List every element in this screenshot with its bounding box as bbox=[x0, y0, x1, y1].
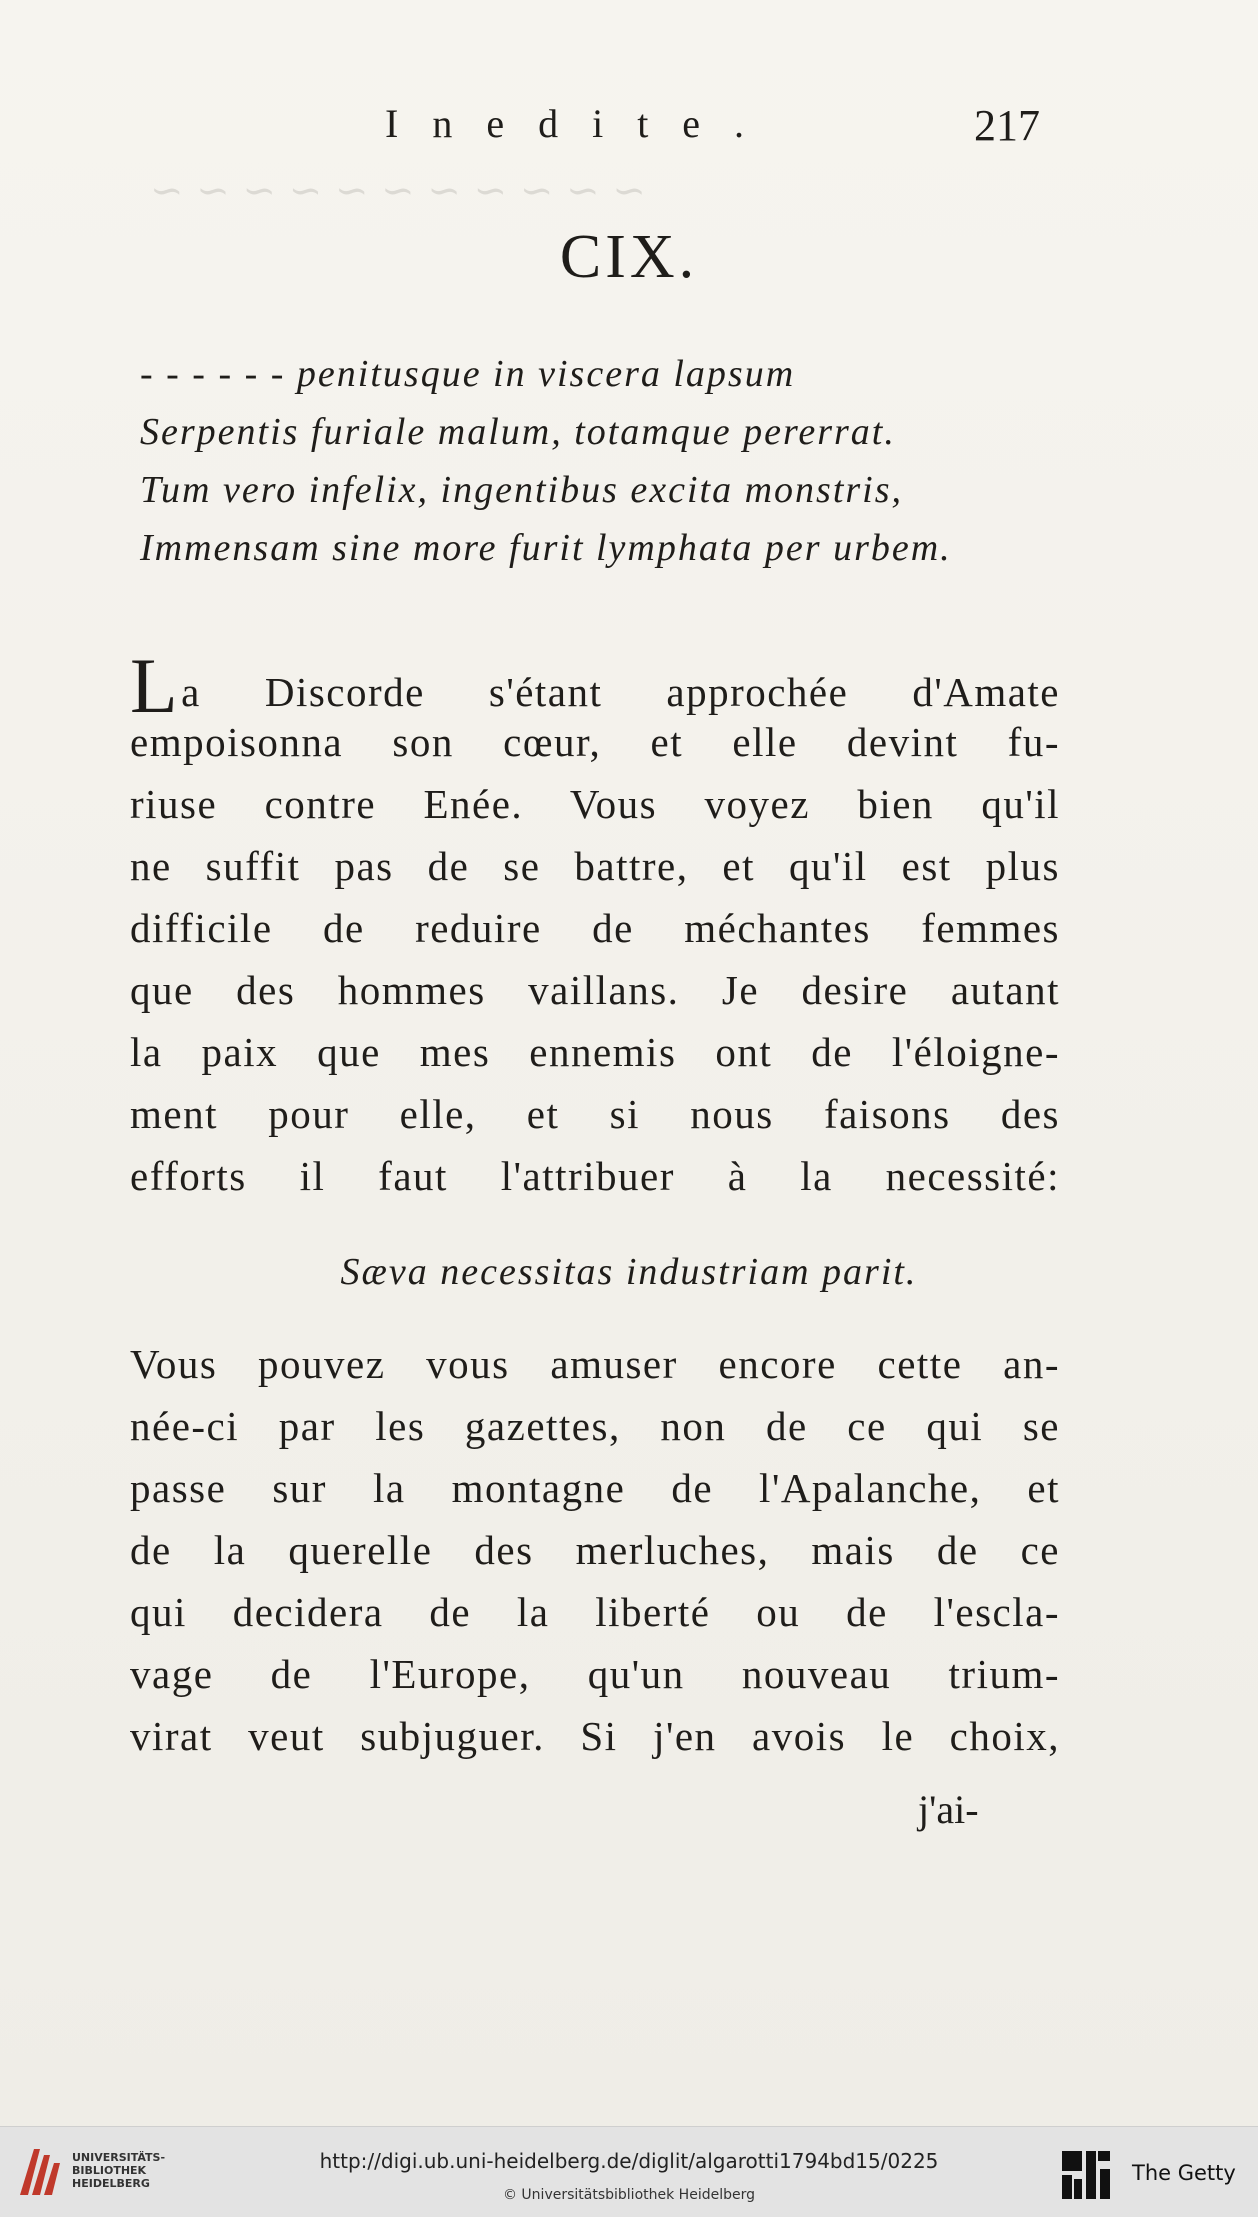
prose-line: Vous pouvez vous amuser encore cette an- bbox=[130, 1341, 1060, 1387]
prose-line: de la querelle des merluches, mais de ce bbox=[130, 1527, 1060, 1573]
library-name-line: BIBLIOTHEK bbox=[72, 2164, 147, 2177]
library-name-line: HEIDELBERG bbox=[72, 2177, 150, 2190]
verse-line: Serpentis furiale malum, totamque pererrat. bbox=[140, 411, 896, 453]
prose-line: virat veut subjuguer. Si j'en avois le choix, bbox=[130, 1713, 1060, 1759]
verse-line: Immensam sine more furit lymphata per urbem. bbox=[140, 527, 952, 569]
getty-logo-icon[interactable] bbox=[1060, 2149, 1112, 2201]
prose-line: passe sur la montagne de l'Apalanche, et bbox=[130, 1465, 1060, 1511]
prose-line: la paix que mes ennemis ont de l'éloigne- bbox=[130, 1029, 1060, 1075]
permalink-url[interactable]: http://digi.ub.uni-heidelberg.de/diglit/algarotti1794bd15/0225 bbox=[319, 2149, 939, 2173]
prose-line: née-ci par les gazettes, non de ce qui se bbox=[130, 1403, 1060, 1449]
prose-line bbox=[130, 642, 1060, 729]
prose-line: qui decidera de la liberté ou de l'escla- bbox=[130, 1589, 1060, 1635]
prose-line: empoisonna son cœur, et elle devint fu- bbox=[130, 719, 1060, 765]
drop-cap: L bbox=[130, 642, 180, 729]
footer-bar bbox=[0, 2126, 1258, 2217]
prose-line: riuse contre Enée. Vous voyez bien qu'il bbox=[130, 781, 1060, 827]
prose-line: efforts il faut l'attribuer à la necessité: bbox=[130, 1153, 1060, 1199]
chapter-heading: CIX. bbox=[559, 223, 699, 291]
catchword: j'ai- bbox=[918, 1787, 979, 1832]
prose-line: ne suffit pas de se battre, et qu'il est plus bbox=[130, 843, 1060, 889]
latin-quote: Sæva necessitas industriam parit. bbox=[340, 1251, 918, 1293]
copyright-notice: © Universitätsbibliothek Heidelberg bbox=[502, 2187, 755, 2203]
prose-line: ment pour elle, et si nous faisons des bbox=[130, 1091, 1060, 1137]
show-through-decoration: ~ ~ ~ ~ ~ ~ ~ ~ ~ ~ ~ bbox=[150, 168, 646, 214]
verse-line: - - - - - - penitusque in viscera lapsum bbox=[140, 353, 796, 395]
page-number: 217 bbox=[974, 101, 1040, 150]
prose-line-text: a Discorde s'étant approchée d'Amate bbox=[181, 669, 1060, 715]
partner-name[interactable]: The Getty bbox=[1132, 2161, 1236, 2185]
running-title: Inedite. bbox=[385, 101, 779, 146]
prose-line: difficile de reduire de méchantes femmes bbox=[130, 905, 1060, 951]
verse-line: Tum vero infelix, ingentibus excita monstris, bbox=[140, 469, 904, 511]
prose-line: vage de l'Europe, qu'un nouveau trium- bbox=[130, 1651, 1060, 1697]
prose-line: que des hommes vaillans. Je desire autant bbox=[130, 967, 1060, 1013]
library-name-line: UNIVERSITÄTS- bbox=[72, 2151, 166, 2164]
